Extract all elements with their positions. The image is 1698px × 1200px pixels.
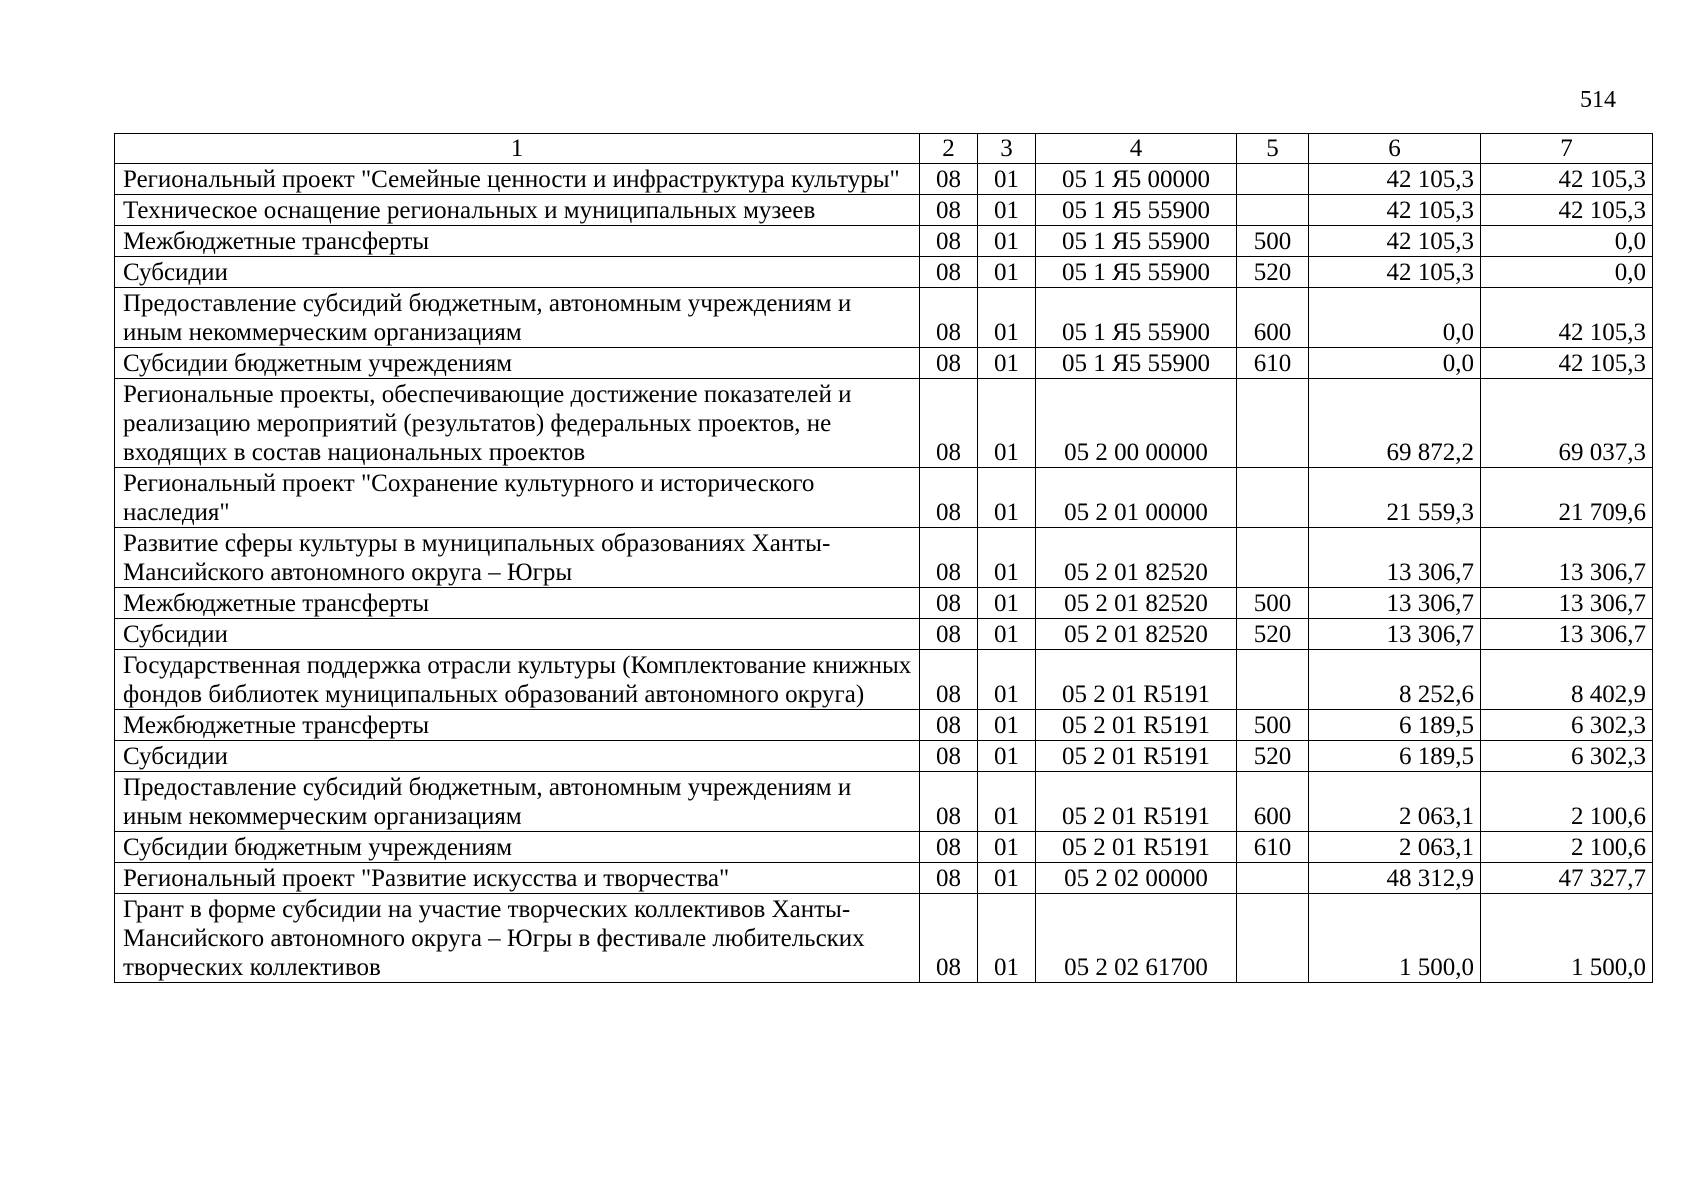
cell-expense-type — [1237, 468, 1309, 528]
cell-target-article: 05 1 Я5 55900 — [1036, 226, 1237, 257]
cell-name: Государственная поддержка отрасли культуры (Комплектование книжных фондов библиотек муниципальных образований автономного округа) — [115, 650, 920, 710]
cell-name: Региональный проект "Сохранение культурного и исторического наследия" — [115, 468, 920, 528]
cell-section: 08 — [920, 894, 978, 983]
table-row — [115, 195, 1653, 226]
cell-name: Грант в форме субсидии на участие творческих коллективов Ханты-Мансийского автономного округа – Югры в фестивале любительских творческих коллективов — [115, 894, 920, 983]
cell-target-article: 05 2 01 82520 — [1036, 619, 1237, 650]
cell-subsection: 01 — [978, 832, 1036, 863]
cell-subsection: 01 — [978, 195, 1036, 226]
cell-expense-type — [1237, 863, 1309, 894]
cell-amount-2: 42 105,3 — [1481, 348, 1653, 379]
cell-section: 08 — [920, 619, 978, 650]
cell-target-article: 05 2 01 R5191 — [1036, 772, 1237, 832]
cell-amount-2: 13 306,7 — [1481, 619, 1653, 650]
cell-subsection: 01 — [978, 379, 1036, 468]
cell-name: Техническое оснащение региональных и муниципальных музеев — [115, 195, 920, 226]
cell-subsection: 01 — [978, 588, 1036, 619]
cell-amount-1: 21 559,3 — [1309, 468, 1481, 528]
cell-amount-1: 0,0 — [1309, 288, 1481, 348]
cell-target-article: 05 2 01 82520 — [1036, 588, 1237, 619]
cell-section: 08 — [920, 710, 978, 741]
cell-amount-1: 0,0 — [1309, 348, 1481, 379]
cell-amount-2: 42 105,3 — [1481, 288, 1653, 348]
cell-section: 08 — [920, 528, 978, 588]
cell-expense-type — [1237, 164, 1309, 195]
cell-section: 08 — [920, 379, 978, 468]
cell-expense-type: 500 — [1237, 226, 1309, 257]
cell-target-article: 05 1 Я5 55900 — [1036, 288, 1237, 348]
cell-target-article: 05 1 Я5 55900 — [1036, 348, 1237, 379]
table-header-row — [115, 134, 1653, 164]
cell-section: 08 — [920, 650, 978, 710]
cell-amount-2: 2 100,6 — [1481, 832, 1653, 863]
table-row — [115, 619, 1653, 650]
cell-section: 08 — [920, 195, 978, 226]
cell-target-article: 05 2 01 R5191 — [1036, 710, 1237, 741]
cell-amount-2: 47 327,7 — [1481, 863, 1653, 894]
table-row — [115, 226, 1653, 257]
cell-target-article: 05 2 01 R5191 — [1036, 650, 1237, 710]
cell-section: 08 — [920, 863, 978, 894]
cell-target-article: 05 2 02 61700 — [1036, 894, 1237, 983]
cell-expense-type: 500 — [1237, 710, 1309, 741]
cell-expense-type — [1237, 195, 1309, 226]
cell-amount-1: 2 063,1 — [1309, 832, 1481, 863]
cell-amount-2: 8 402,9 — [1481, 650, 1653, 710]
table-row — [115, 468, 1653, 528]
cell-section: 08 — [920, 257, 978, 288]
cell-subsection: 01 — [978, 863, 1036, 894]
cell-amount-2: 21 709,6 — [1481, 468, 1653, 528]
column-header: 6 — [1309, 134, 1481, 164]
cell-name: Региональный проект "Семейные ценности и инфраструктура культуры" — [115, 164, 920, 195]
cell-name: Субсидии — [115, 619, 920, 650]
cell-subsection: 01 — [978, 650, 1036, 710]
cell-expense-type — [1237, 650, 1309, 710]
cell-amount-1: 13 306,7 — [1309, 588, 1481, 619]
table-row — [115, 650, 1653, 710]
table-row — [115, 348, 1653, 379]
cell-amount-2: 0,0 — [1481, 226, 1653, 257]
cell-expense-type: 520 — [1237, 741, 1309, 772]
cell-section: 08 — [920, 832, 978, 863]
cell-subsection: 01 — [978, 468, 1036, 528]
cell-amount-2: 42 105,3 — [1481, 195, 1653, 226]
cell-target-article: 05 2 01 82520 — [1036, 528, 1237, 588]
table-row — [115, 741, 1653, 772]
cell-section: 08 — [920, 226, 978, 257]
cell-name: Предоставление субсидий бюджетным, автономным учреждениям и иным некоммерческим организациям — [115, 772, 920, 832]
table-row — [115, 863, 1653, 894]
cell-amount-1: 13 306,7 — [1309, 619, 1481, 650]
cell-name: Развитие сферы культуры в муниципальных образованиях Ханты-Мансийского автономного округа – Югры — [115, 528, 920, 588]
table-body — [115, 164, 1653, 983]
cell-subsection: 01 — [978, 288, 1036, 348]
table-row — [115, 710, 1653, 741]
cell-subsection: 01 — [978, 226, 1036, 257]
cell-expense-type: 520 — [1237, 619, 1309, 650]
cell-section: 08 — [920, 468, 978, 528]
cell-name: Субсидии — [115, 741, 920, 772]
cell-section: 08 — [920, 348, 978, 379]
cell-name: Региональный проект "Развитие искусства и творчества" — [115, 863, 920, 894]
column-header: 3 — [978, 134, 1036, 164]
cell-amount-1: 42 105,3 — [1309, 164, 1481, 195]
cell-target-article: 05 1 Я5 55900 — [1036, 195, 1237, 226]
cell-amount-2: 42 105,3 — [1481, 164, 1653, 195]
cell-target-article: 05 2 02 00000 — [1036, 863, 1237, 894]
cell-expense-type: 600 — [1237, 772, 1309, 832]
cell-section: 08 — [920, 164, 978, 195]
cell-amount-1: 2 063,1 — [1309, 772, 1481, 832]
table-row — [115, 257, 1653, 288]
cell-expense-type — [1237, 894, 1309, 983]
cell-amount-2: 1 500,0 — [1481, 894, 1653, 983]
table-row — [115, 832, 1653, 863]
cell-expense-type: 610 — [1237, 832, 1309, 863]
cell-subsection: 01 — [978, 164, 1036, 195]
cell-expense-type: 520 — [1237, 257, 1309, 288]
column-header: 4 — [1036, 134, 1237, 164]
cell-amount-1: 48 312,9 — [1309, 863, 1481, 894]
table-row — [115, 288, 1653, 348]
cell-expense-type: 610 — [1237, 348, 1309, 379]
cell-subsection: 01 — [978, 741, 1036, 772]
table-row — [115, 528, 1653, 588]
table-row — [115, 379, 1653, 468]
column-header: 1 — [115, 134, 920, 164]
cell-amount-1: 8 252,6 — [1309, 650, 1481, 710]
cell-amount-1: 6 189,5 — [1309, 741, 1481, 772]
cell-amount-1: 6 189,5 — [1309, 710, 1481, 741]
cell-amount-2: 13 306,7 — [1481, 528, 1653, 588]
cell-expense-type: 500 — [1237, 588, 1309, 619]
cell-section: 08 — [920, 741, 978, 772]
cell-name: Субсидии бюджетным учреждениям — [115, 348, 920, 379]
cell-target-article: 05 1 Я5 55900 — [1036, 257, 1237, 288]
cell-name: Предоставление субсидий бюджетным, автономным учреждениям и иным некоммерческим организациям — [115, 288, 920, 348]
cell-expense-type — [1237, 379, 1309, 468]
cell-name: Субсидии бюджетным учреждениям — [115, 832, 920, 863]
table-row — [115, 164, 1653, 195]
cell-amount-1: 69 872,2 — [1309, 379, 1481, 468]
cell-section: 08 — [920, 772, 978, 832]
cell-target-article: 05 1 Я5 00000 — [1036, 164, 1237, 195]
cell-name: Межбюджетные трансферты — [115, 710, 920, 741]
cell-name: Межбюджетные трансферты — [115, 226, 920, 257]
cell-subsection: 01 — [978, 348, 1036, 379]
cell-amount-1: 1 500,0 — [1309, 894, 1481, 983]
table-row — [115, 894, 1653, 983]
cell-name: Региональные проекты, обеспечивающие достижение показателей и реализацию мероприятий (результатов) федеральных проектов, не входящих в состав национальных проектов — [115, 379, 920, 468]
cell-amount-2: 6 302,3 — [1481, 710, 1653, 741]
table-row — [115, 588, 1653, 619]
column-header: 2 — [920, 134, 978, 164]
table-row — [115, 772, 1653, 832]
cell-subsection: 01 — [978, 894, 1036, 983]
cell-amount-1: 42 105,3 — [1309, 195, 1481, 226]
page-number: 514 — [1580, 87, 1616, 113]
column-header: 5 — [1237, 134, 1309, 164]
cell-target-article: 05 2 00 00000 — [1036, 379, 1237, 468]
cell-target-article: 05 2 01 R5191 — [1036, 832, 1237, 863]
cell-amount-2: 0,0 — [1481, 257, 1653, 288]
cell-subsection: 01 — [978, 772, 1036, 832]
cell-subsection: 01 — [978, 619, 1036, 650]
cell-amount-2: 2 100,6 — [1481, 772, 1653, 832]
cell-subsection: 01 — [978, 528, 1036, 588]
cell-subsection: 01 — [978, 710, 1036, 741]
cell-name: Субсидии — [115, 257, 920, 288]
cell-name: Межбюджетные трансферты — [115, 588, 920, 619]
cell-expense-type — [1237, 528, 1309, 588]
cell-section: 08 — [920, 288, 978, 348]
cell-amount-1: 42 105,3 — [1309, 257, 1481, 288]
cell-target-article: 05 2 01 00000 — [1036, 468, 1237, 528]
cell-amount-1: 42 105,3 — [1309, 226, 1481, 257]
cell-amount-2: 6 302,3 — [1481, 741, 1653, 772]
cell-section: 08 — [920, 588, 978, 619]
cell-subsection: 01 — [978, 257, 1036, 288]
column-header: 7 — [1481, 134, 1653, 164]
cell-amount-2: 13 306,7 — [1481, 588, 1653, 619]
cell-amount-2: 69 037,3 — [1481, 379, 1653, 468]
budget-table — [114, 133, 1653, 983]
cell-expense-type: 600 — [1237, 288, 1309, 348]
cell-target-article: 05 2 01 R5191 — [1036, 741, 1237, 772]
cell-amount-1: 13 306,7 — [1309, 528, 1481, 588]
